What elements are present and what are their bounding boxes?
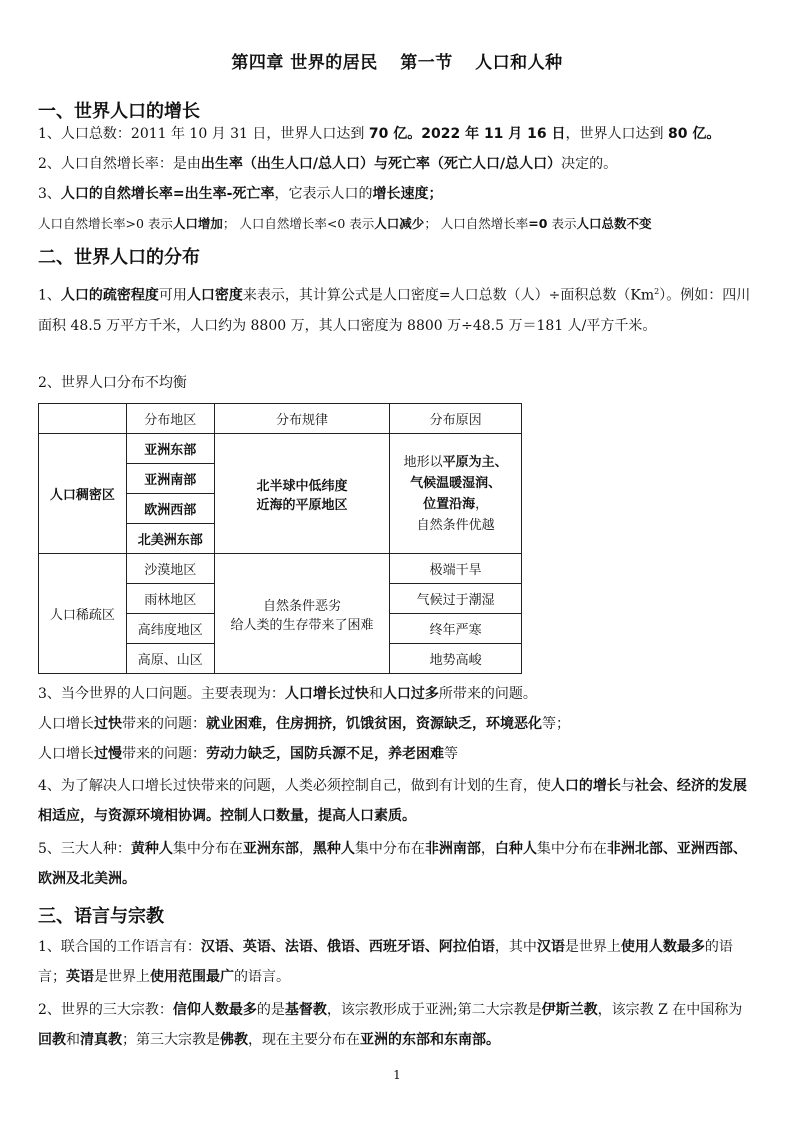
paragraph-population-control: 4、为了解决人口增长过快带来的问题，人类必须控制自己，做到有计划的生育，使人口的增长与社会、经济的发展相适应，与资源环境相协调。控制人口数量，提高人口素质。: [38, 778, 747, 824]
paragraph-density: 1、人口的疏密程度可用人口密度来表示，其计算公式是人口密度=人口总数（人）÷面积总数（Km$^2$）。例如：四川面积 48.5 万平方千米，人口约为 8800 万，其人口密度为 8800 万÷48.5 万＝181 人/平方千米。: [38, 287, 751, 334]
paragraph-population-total: 1、人口总数：2011 年 10 月 31 日，世界人口达到 70 亿。2022 年 11 月 16 日，世界人口达到 80 亿。: [38, 126, 721, 142]
paragraph-uneven: 2、世界人口分布不均衡: [38, 375, 187, 391]
section-3-heading: 三、语言与宗教: [38, 906, 164, 927]
paragraph-growth-meaning: 人口自然增长率>0 表示人口增加； 人口自然增长率<0 表示人口减少； 人口自然增长率=0 表示人口总数不变: [38, 216, 652, 231]
topic-title: 人口和人种: [475, 53, 563, 73]
paragraph-languages: 1、联合国的工作语言有：汉语、英语、法语、俄语、西班牙语、阿拉伯语，其中汉语是世界上使用人数最多的语言；英语是世界上使用范围最广的语言。: [38, 939, 733, 985]
paragraph-religions: 2、世界的三大宗教：信仰人数最多的是基督教，该宗教形成于亚洲;第二大宗教是伊斯兰教，该宗教 Z 在中国称为回教和清真教；第三大宗教是佛教，现在主要分布在亚洲的东部和东南部。: [38, 1002, 743, 1048]
table-row: 高原、山区 地势高峻: [39, 644, 522, 674]
table-row: 人口稠密区 亚洲东部 北半球中低纬度 近海的平原地区 地形以平原为主、 气候温暖湿润、 位置沿海， 自然条件优越: [39, 434, 522, 464]
page-number: 1: [393, 1068, 401, 1082]
paragraph-races: 5、三大人种：黄种人集中分布在亚洲东部，黑种人集中分布在非洲南部，白种人集中分布在非洲北部、亚洲西部、欧洲及北美洲。: [38, 841, 747, 887]
table-row: 人口稀疏区 沙漠地区 自然条件恶劣 给人类的生存带来了困难 极端干旱: [39, 554, 522, 584]
paragraph-population-problems: 3、当今世界的人口问题。主要表现为：人口增长过快和人口过多所带来的问题。: [38, 686, 537, 702]
section-1-heading: 一、世界人口的增长: [38, 101, 200, 122]
paragraph-fast-growth: 人口增长过快带来的问题：就业困难，住房拥挤，饥饿贫困，资源缺乏，环境恶化等；: [38, 716, 570, 732]
paragraph-growth-formula: 3、人口的自然增长率=出生率-死亡率，它表示人口的增长速度；: [38, 186, 443, 202]
table-header-row: 分布地区 分布规律 分布原因: [39, 404, 522, 434]
table-row: 欧洲西部: [39, 494, 522, 524]
page-title: [38, 48, 756, 73]
paragraph-growth-rate: 2、人口自然增长率：是由出生率（出生人口/总人口）与死亡率（死亡人口/总人口）决定的。: [38, 156, 618, 172]
section-title: 第一节: [400, 53, 453, 73]
table-row: 高纬度地区 终年严寒: [39, 614, 522, 644]
distribution-table: [38, 403, 522, 674]
table-row: 雨林地区 气候过于潮湿: [39, 584, 522, 614]
table-row: 亚洲南部: [39, 464, 522, 494]
section-2-heading: 二、世界人口的分布: [38, 247, 200, 268]
chapter-title: 第四章 世界的居民: [231, 53, 378, 73]
table-row: 北美洲东部: [39, 524, 522, 554]
paragraph-slow-growth: 人口增长过慢带来的问题：劳动力缺乏，国防兵源不足，养老困难等: [38, 746, 458, 762]
